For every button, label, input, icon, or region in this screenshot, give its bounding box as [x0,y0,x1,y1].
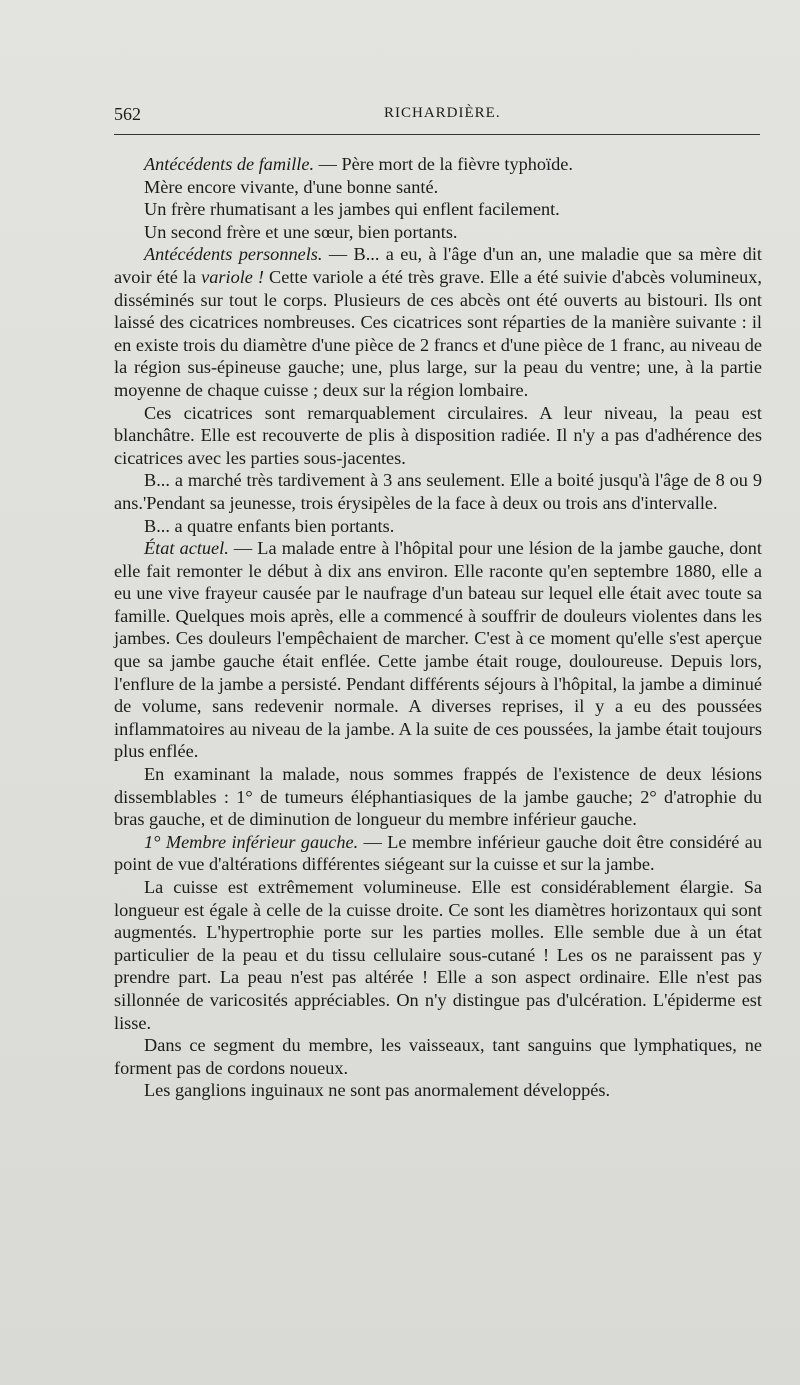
page-header [114,100,760,126]
paragraph: Les ganglions inguinaux ne sont pas anormalement développés. [144,1080,611,1101]
paragraph: Un second frère et une sœur, bien portants. [144,221,458,242]
paragraph: 1° Membre inférieur gauche. — Le membre inférieur gauche doit être considéré au point de vue d'altérations différentes siégeant sur la cuisse et sur la jambe. [114,831,763,875]
paragraph: Dans ce segment du membre, les vaisseaux, tant sanguins que lymphatiques, ne forment pas de cordons noueux. [114,1035,762,1078]
running-head: RICHARDIÈRE. [384,105,501,121]
paragraph: B... a quatre enfants bien portants. [144,515,395,536]
page-number: 562 [114,104,141,124]
paragraph: La cuisse est extrêmement volumineuse. Elle est considérablement élargie. Sa longueur est égale à celle de la cuisse droite. Ce sont les diamètres horizontaux qui sont augmentés. L'hypertrophie porte sur les parties molles. Elle semble due à un état particulier de la peau et du tissu cellulaire sous-cutané ! Les os ne paraissent pas y prendre part. La peau n'est pas altérée ! Elle a son aspect ordinaire. Elle n'est pas sillonnée de varicosités appréciables. On n'y distingue pas d'ulcération. L'épiderme est lisse. [114,877,762,1033]
paragraph: En examinant la malade, nous sommes frappés de l'existence de deux lésions dissemblables : 1° de tumeurs éléphantiasiques de la jambe gauche; 2° d'atrophie du bras gauche, et de diminution de longueur du membre inférieur gauche. [114,764,762,830]
body-text [114,153,762,1102]
paragraph: État actuel. — La malade entre à l'hôpital pour une lésion de la jambe gauche, dont elle fait remonter le début à dix ans environ. Elle raconte qu'en septembre 1880, elle a eu une vive frayeur causée par le naufrage d'un bateau sur lequel elle était avec toute sa famille. Quelques mois après, elle a commencé à souffrir de douleurs violentes dans les jambes. Ces douleurs l'empêchaient de marcher. C'est à ce moment qu'elle s'est aperçue que sa jambe gauche était enflée. Cette jambe était rouge, douloureuse. Depuis lors, l'enflure de la jambe a persisté. Pendant différents séjours à l'hôpital, la jambe a diminué de volume, sans redevenir normale. A diverses reprises, il y a eu des poussées inflammatoires au niveau de la jambe. A la suite de ces poussées, la jambe était toujours plus enflée. [114,538,762,762]
paragraph: Mère encore vivante, d'une bonne santé. [144,176,439,197]
header-rule [114,134,760,135]
paragraph: Ces cicatrices sont remarquablement circulaires. A leur niveau, la peau est blanchâtre. Elle est recouverte de plis à disposition radiée. Il n'y a pas d'adhérence des cicatrices avec les parties sous-jacentes. [114,402,762,468]
paragraph: B... a marché très tardivement à 3 ans seulement. Elle a boité jusqu'à l'âge de 8 ou 9 ans.'Pendant sa jeunesse, trois érysipèles de la face à deux ou trois ans d'intervalle. [114,470,762,513]
paragraph: Antécédents personnels. — B... a eu, à l'âge d'un an, une maladie que sa mère dit avoir été la variole ! Cette variole a été très grave. Elle a été suivie d'abcès volumineux, disséminés sur tout le corps. Plusieurs de ces abcès ont été ouverts au bistouri. Ils ont laissé des cicatrices nombreuses. Ces cicatrices sont réparties de la manière suivante : il en existe trois du diamètre d'une pièce de 2 francs et d'une pièce de 1 franc, au niveau de la région sus-épineuse gauche; une, plus large, sur la peau du ventre; une, à la partie moyenne de chaque cuisse ; deux sur la région lombaire. [114,244,762,400]
paragraph: Un frère rhumatisant a les jambes qui enflent facilement. [144,199,560,220]
paragraph: Antécédents de famille. — Père mort de la fièvre typhoïde. [144,154,573,174]
